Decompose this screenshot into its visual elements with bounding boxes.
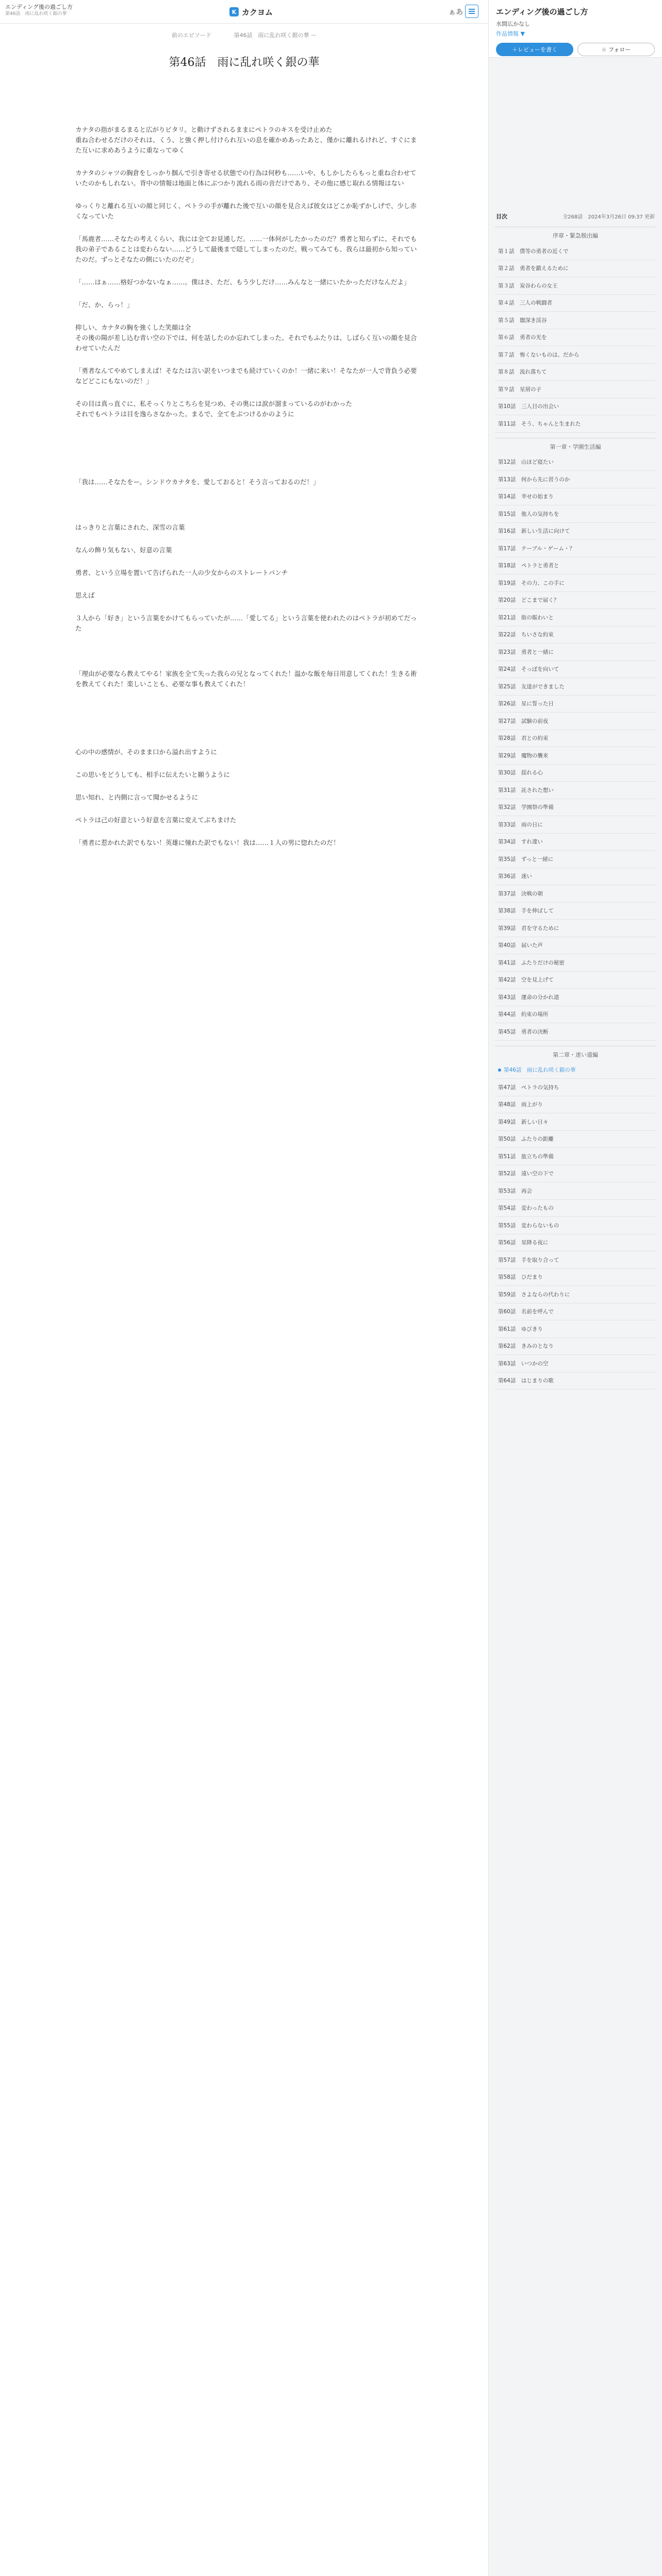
toc-episode-link[interactable] [495,1372,656,1390]
body-paragraph: 「勇者に惹かれた訳でもない！英雄に憧れた訳でもない！我は……１人の男に惚れたのだ！ [75,839,340,846]
toc-episode-link[interactable] [495,295,656,312]
site-logo[interactable] [229,6,273,18]
toc-episode-title: 第９話 星屑の子 [498,386,541,393]
toc-episode-title: 第８話 流れ落ちて [498,369,547,376]
episode-nav [0,31,488,39]
toc-episode-link[interactable] [495,920,656,937]
toc-episode-link[interactable] [495,696,656,713]
toc-episode-link[interactable] [495,903,656,920]
toc-episode-link[interactable] [495,1338,656,1355]
toc-episode-link[interactable] [495,1165,656,1183]
body-paragraph: 心の中の感情が、そのまま口から溢れ出すように [75,748,218,756]
header-work-title[interactable]: エンディング後の過ごし方 [5,4,73,10]
toc-episode-link[interactable] [495,329,656,347]
body-paragraph: はっきりと言葉にされた、深雪の言葉 [75,523,185,531]
toc-episode-title: 第61話 ゆびきり [498,1326,543,1332]
toc-episode-title: 第20話 どこまで届く？ [498,597,559,604]
toc-episode-link[interactable] [495,816,656,834]
toc-episode-title: 第６話 勇者の光を [498,334,547,341]
toc-episode-link[interactable] [495,937,656,955]
toc-episode-link[interactable] [495,346,656,364]
toc-episode-title: 第７話 怖くないものは、だから [498,351,580,358]
toc-episode-title: 第40話 届いた声 [498,942,543,949]
table-of-contents-button[interactable] [465,5,478,18]
toc-episode-title: 第18話 ペトラと勇者と [498,563,559,569]
current-episode-dot-icon [498,1069,501,1072]
header-work-info[interactable] [5,4,108,18]
toc-episode-link[interactable] [495,574,656,592]
body-paragraph: 「勇者なんてやめてしまえば！そなたは言い訳をいつまでも続けていくのか！一緒に来い！そなたが一人で背負う必要などどこにもないのだ！」 [75,367,417,385]
body-paragraph: 「理由が必要なら教えてやる！家族を全て失った我らの兄となってくれた！温かな飯を毎日用意してくれた！生きる術を教えてくれた！楽しいことも、必要な事も教えてくれた！ [75,670,417,688]
toc-episode-link[interactable] [495,1006,656,1024]
toc-episode-link[interactable] [495,885,656,903]
toc-episode-link[interactable] [495,277,656,295]
toc-episode-link[interactable] [495,954,656,972]
toc-episode-link[interactable] [495,851,656,868]
toc-episode-title: 第34話 すれ違い [498,839,543,845]
toc-episode-link[interactable] [495,364,656,381]
toc-episode-title: 第２話 勇者を鍛えるために [498,265,569,272]
toc-episode-link[interactable] [495,1113,656,1131]
toc-episode-link[interactable] [495,1251,656,1269]
work-info-panel [489,0,662,58]
toc-episode-title: 第12話 山ほど寝たい [498,459,554,466]
toc-episode-title: 第28話 君との約束 [498,735,549,742]
body-paragraph: 勇者、という立場を置いて告げられた一人の少女からのストレートパンチ [75,569,288,577]
body-paragraph: ペトラは己の好意という好意を言葉に変えてぶちまけた [75,816,237,824]
toc-episode-link[interactable] [495,713,656,730]
toc-episode-title: 第41話 ふたりだけの秘密 [498,959,565,966]
toc-episode-link[interactable] [495,523,656,540]
body-paragraph: 思えば [75,591,95,599]
toc-chapter-heading[interactable]: 第一章・学園生活編 [495,438,656,452]
toc-chapter-heading[interactable]: 序章・緊急脱出編 [495,227,656,241]
write-review-button[interactable]: ＋レビューを書く [496,43,573,56]
toc-label: 目次 [496,213,507,220]
toc-episode-title: 第57話 手を取り合って [498,1257,559,1263]
follow-button[interactable]: ☆ フォロー [577,43,655,56]
toc-episode-link[interactable] [495,834,656,851]
toc-episode-title: 第52話 遠い空の下で [498,1171,554,1177]
toc-episode-link[interactable] [495,730,656,748]
toc-episode-title: 第５話 闇深き渓谷 [498,317,547,324]
toc-episode-link[interactable] [495,1303,656,1321]
body-paragraph: なんの飾り気もない、好意の言葉 [75,546,172,554]
work-title[interactable]: エンディング後の過ごし方 [496,7,588,16]
toc-episode-title: 第62話 きみのとなり [498,1343,554,1350]
toc-episode-title: 第１話 僕等の勇者の近くで [498,248,569,255]
toc-episode-link[interactable] [495,415,656,433]
toc-episode-title: 第31話 託された想い [498,787,554,793]
prev-episode-link[interactable]: 前のエピソード [172,32,211,39]
toc-episode-title: 第17話 テーブル・ゲーム・？ [498,545,575,552]
toc-episode-title: 第25話 友達ができました [498,683,565,690]
toc-episode-title: 第14話 幸せの始まり [498,494,554,500]
header-episode-meta: 第46話 雨に乱れ咲く銀の華 [5,11,67,16]
toc-episode-title: 第46話 雨に乱れ咲く銀の華 [504,1067,576,1074]
toc-episode-title: 第36話 迷い [498,873,532,880]
toc-episode-link[interactable] [495,1096,656,1114]
episode-chapter-label: 第46話 雨に乱れ咲く銀の華 ー [234,32,317,39]
toc-episode-link[interactable] [495,1023,656,1041]
toc-episode-link[interactable] [495,592,656,609]
toc-episode-link[interactable] [495,488,656,506]
toc-episode-title: 第21話 街の賑わいと [498,614,554,621]
body-paragraph: 「我は……そなたをー。シンドウカナタを、愛しておると！そう言っておるのだ！」 [75,478,320,486]
toc-episode-title: 第49話 新しい日々 [498,1118,549,1125]
toc-episode-link[interactable] [495,557,656,575]
menu-icon-line [469,11,475,12]
toc-episode-title: 第４話 三人の戦闘者 [498,300,552,307]
toc-header [489,212,662,222]
toc-episode-title: 第35話 ずっと一緒に [498,856,554,862]
toc-episode-title: 第32話 学園祭の準備 [498,804,554,811]
toc-episode-title: 第23話 勇者と一緒に [498,649,554,655]
episode-title: 第46話 雨に乱れ咲く銀の華 [169,56,320,69]
body-paragraph: 「だ、か、らっ！」 [75,301,134,309]
toc-episode-title: 第11話 そう、ちゃんと生まれた [498,420,581,427]
toc-episode-title: 第33話 雨の日に [498,821,543,828]
toc-episode-link[interactable] [495,1286,656,1303]
toc-episode-link[interactable] [495,243,656,260]
toc-episode-link[interactable] [495,398,656,416]
toc-episode-title: 第30話 揺れる心 [498,770,543,776]
toc-episode-link[interactable] [495,799,656,817]
body-paragraph [75,702,419,712]
logo-text: カクヨム [242,7,273,17]
toc-episode-link[interactable] [495,609,656,626]
work-actions [496,43,655,56]
toc-episode-title: 第58話 ひだまり [498,1274,543,1281]
toc-episode-title: 第19話 その力、この手に [498,580,565,586]
toc-episode-link[interactable] [495,989,656,1006]
toc-episode-link[interactable] [495,678,656,696]
body-paragraph: ３人から「好き」という言葉をかけてもらっていたが……「愛してる」という言葉を使われたのはペトラが初めてだった [75,614,417,632]
menu-icon-line [469,13,475,14]
toc-episode-title: 第37話 決戦の朝 [498,890,543,897]
toc-episode-link[interactable] [495,540,656,557]
toc-episode-title: 第55話 変わらないもの [498,1222,559,1229]
toc-episode-title: 第43話 運命の分かれ道 [498,994,559,1001]
body-paragraph [75,724,419,735]
toc-episode-title: 第38話 手を伸ばして [498,908,554,914]
toc-episode-link[interactable] [495,868,656,886]
toc-episode-link[interactable] [495,626,656,644]
toc-episode-title: 第59話 さよならの代わりに [498,1291,570,1298]
toc-episode-link[interactable] [495,1320,656,1338]
toc-episode-link[interactable] [495,1200,656,1217]
toc-episode-title: 第22話 ちいさな約束 [498,632,554,638]
toc-episode-link[interactable] [495,1234,656,1252]
toc-episode-title: 第63話 いつかの空 [498,1360,549,1367]
toc-episode-link[interactable] [495,1269,656,1286]
body-paragraph: ゆっくりと離れる互いの顔と同じく、ペトラの手が離れた後で互いの顔を見合えば彼女はどこか恥ずかしげで、少し赤くなっていた [75,202,417,220]
body-paragraph: 抑しい、カナタの胸を強くした笑顔は全 その後の陽が差し込む青い空の下では、何を話したのか忘れてしまった。それでもふたりは、しばらく互いの顔を見合わせていたんだ [75,324,417,352]
table-of-contents [489,58,662,1389]
toc-episode-link[interactable] [495,1062,656,1079]
toc-episode-link[interactable] [495,1148,656,1165]
toc-episode-title: 第10話 三人目の出会い [498,403,559,410]
toc-episode-link[interactable] [495,260,656,278]
toc-episode-title: 第26話 星に誓った日 [498,701,554,707]
toc-episode-link[interactable] [495,381,656,398]
toc-episode-link[interactable] [495,661,656,679]
toc-episode-link[interactable] [495,643,656,661]
author-name[interactable]: 水間広かなし [496,21,530,27]
right-sidebar [488,0,662,2576]
logo-mark-icon: K [229,7,239,16]
toc-episode-title: 第39話 君を守るために [498,925,559,931]
toc-meta: 全268話 2024年3月26日 09:37 更新 [562,214,655,220]
toc-episode-title: 第15話 他人の気持ちを [498,511,559,517]
font-size-toggle[interactable]: ぁあ [449,8,463,16]
body-paragraph: 「馬鹿者……そなたの考えくらい、我には全てお見通しだ。……一体何がしたかったのだ？勇者と知らずに、それでも我の弟子であることは変わらない……どうして最後まで隠してしまったのだ。戦ってみても、我らは最初から知っていたのだ。ずっとそなたの側にいたのだぞ」 [75,235,417,263]
body-paragraph [75,432,419,442]
toc-episode-link[interactable] [495,747,656,765]
toc-episode-title: 第64話 はじまりの歌 [498,1378,554,1384]
toc-episode-title: 第29話 魔物の襲来 [498,752,549,759]
toc-episode-link[interactable] [495,1355,656,1372]
toc-episode-link[interactable] [495,765,656,782]
toc-episode-title: 第53話 再会 [498,1188,532,1194]
toc-list [489,227,662,1389]
work-info-toggle[interactable]: 作品情報 ▼ [496,30,525,37]
body-paragraph: 思い知れ、と内側に言って聞かせるように [75,793,198,801]
toc-chapter-heading[interactable]: 第二章・迷い道編 [495,1046,656,1060]
toc-episode-link[interactable] [495,1131,656,1148]
toc-episode-link[interactable] [495,454,656,471]
toc-episode-title: 第51話 旅立ちの準備 [498,1153,554,1160]
body-paragraph: この思いをどうしても、相手に伝えたいと願うように [75,771,230,778]
toc-episode-title: 第44話 約束の場所 [498,1011,549,1018]
toc-episode-link[interactable] [495,471,656,488]
toc-episode-title: 第54話 変わったもの [498,1205,554,1212]
toc-episode-link[interactable] [495,1182,656,1200]
toc-episode-link[interactable] [495,1217,656,1234]
toc-episode-link[interactable] [495,505,656,523]
toc-episode-link[interactable] [495,1079,656,1096]
toc-episode-title: 第42話 空を見上げて [498,977,554,984]
toc-episode-link[interactable] [495,312,656,329]
toc-episode-title: 第48話 雨上がり [498,1101,543,1108]
toc-episode-title: 第27話 試験の前夜 [498,718,549,724]
body-paragraph [75,454,419,465]
body-paragraph [75,500,419,510]
toc-episode-title: 第45話 勇者の決断 [498,1028,549,1035]
toc-episode-title: 第50話 ふたりの距離 [498,1136,554,1143]
toc-episode-title: 第24話 そっぽを向いて [498,666,559,673]
toc-episode-link[interactable] [495,972,656,989]
toc-episode-title: 第13話 何から先に習うのか [498,476,570,483]
toc-episode-title: 第16話 新しい生活に向けて [498,528,570,535]
body-paragraph: カナタの指がまるまると広がりピタリ。と動けずされるままにペトラのキスを受け止めた 重ね合わせるだけのそれは、くう、と強く押し付けられ互いの息を確かめあったあと、僅かに離れるけれど、すぐにまた互いに求めあうように重なってゆく [75,126,417,154]
toc-episode-title: 第60話 名前を呼んで [498,1309,554,1315]
body-paragraph: その目は真っ直ぐに、私そっくりとこちらを見つめ、その奥には涙が溜まっているのがわかった それでもペトラは目を逸らさなかった。まるで、全てをぶつけるかのように [75,400,353,418]
toc-episode-link[interactable] [495,782,656,799]
body-paragraph: カナタのシャツの胸倉をしっかり掴んで引き寄せる状態での行為は何秒も……いや、もしかしたらもっと重ね合わせていたのかもしれない。背中の情報は地面と体にぶつかり流れる雨の音だけであり、その他に感じ取れる情報はない [75,169,417,187]
episode-main [0,24,488,2576]
body-paragraph [75,646,419,656]
menu-icon [469,9,475,10]
episode-body [75,125,419,860]
toc-episode-title: 第３話 炭谷わらの女王 [498,282,558,289]
toc-episode-title: 第56話 星降る夜に [498,1240,549,1246]
body-paragraph: 「……はぁ……格好つかないなぁ……。僕はさ、ただ、もう少しだけ……みんなと一緒にいたかっただけなんだよ」 [75,278,410,286]
toc-episode-title: 第47話 ペトラの気持ち [498,1084,559,1091]
